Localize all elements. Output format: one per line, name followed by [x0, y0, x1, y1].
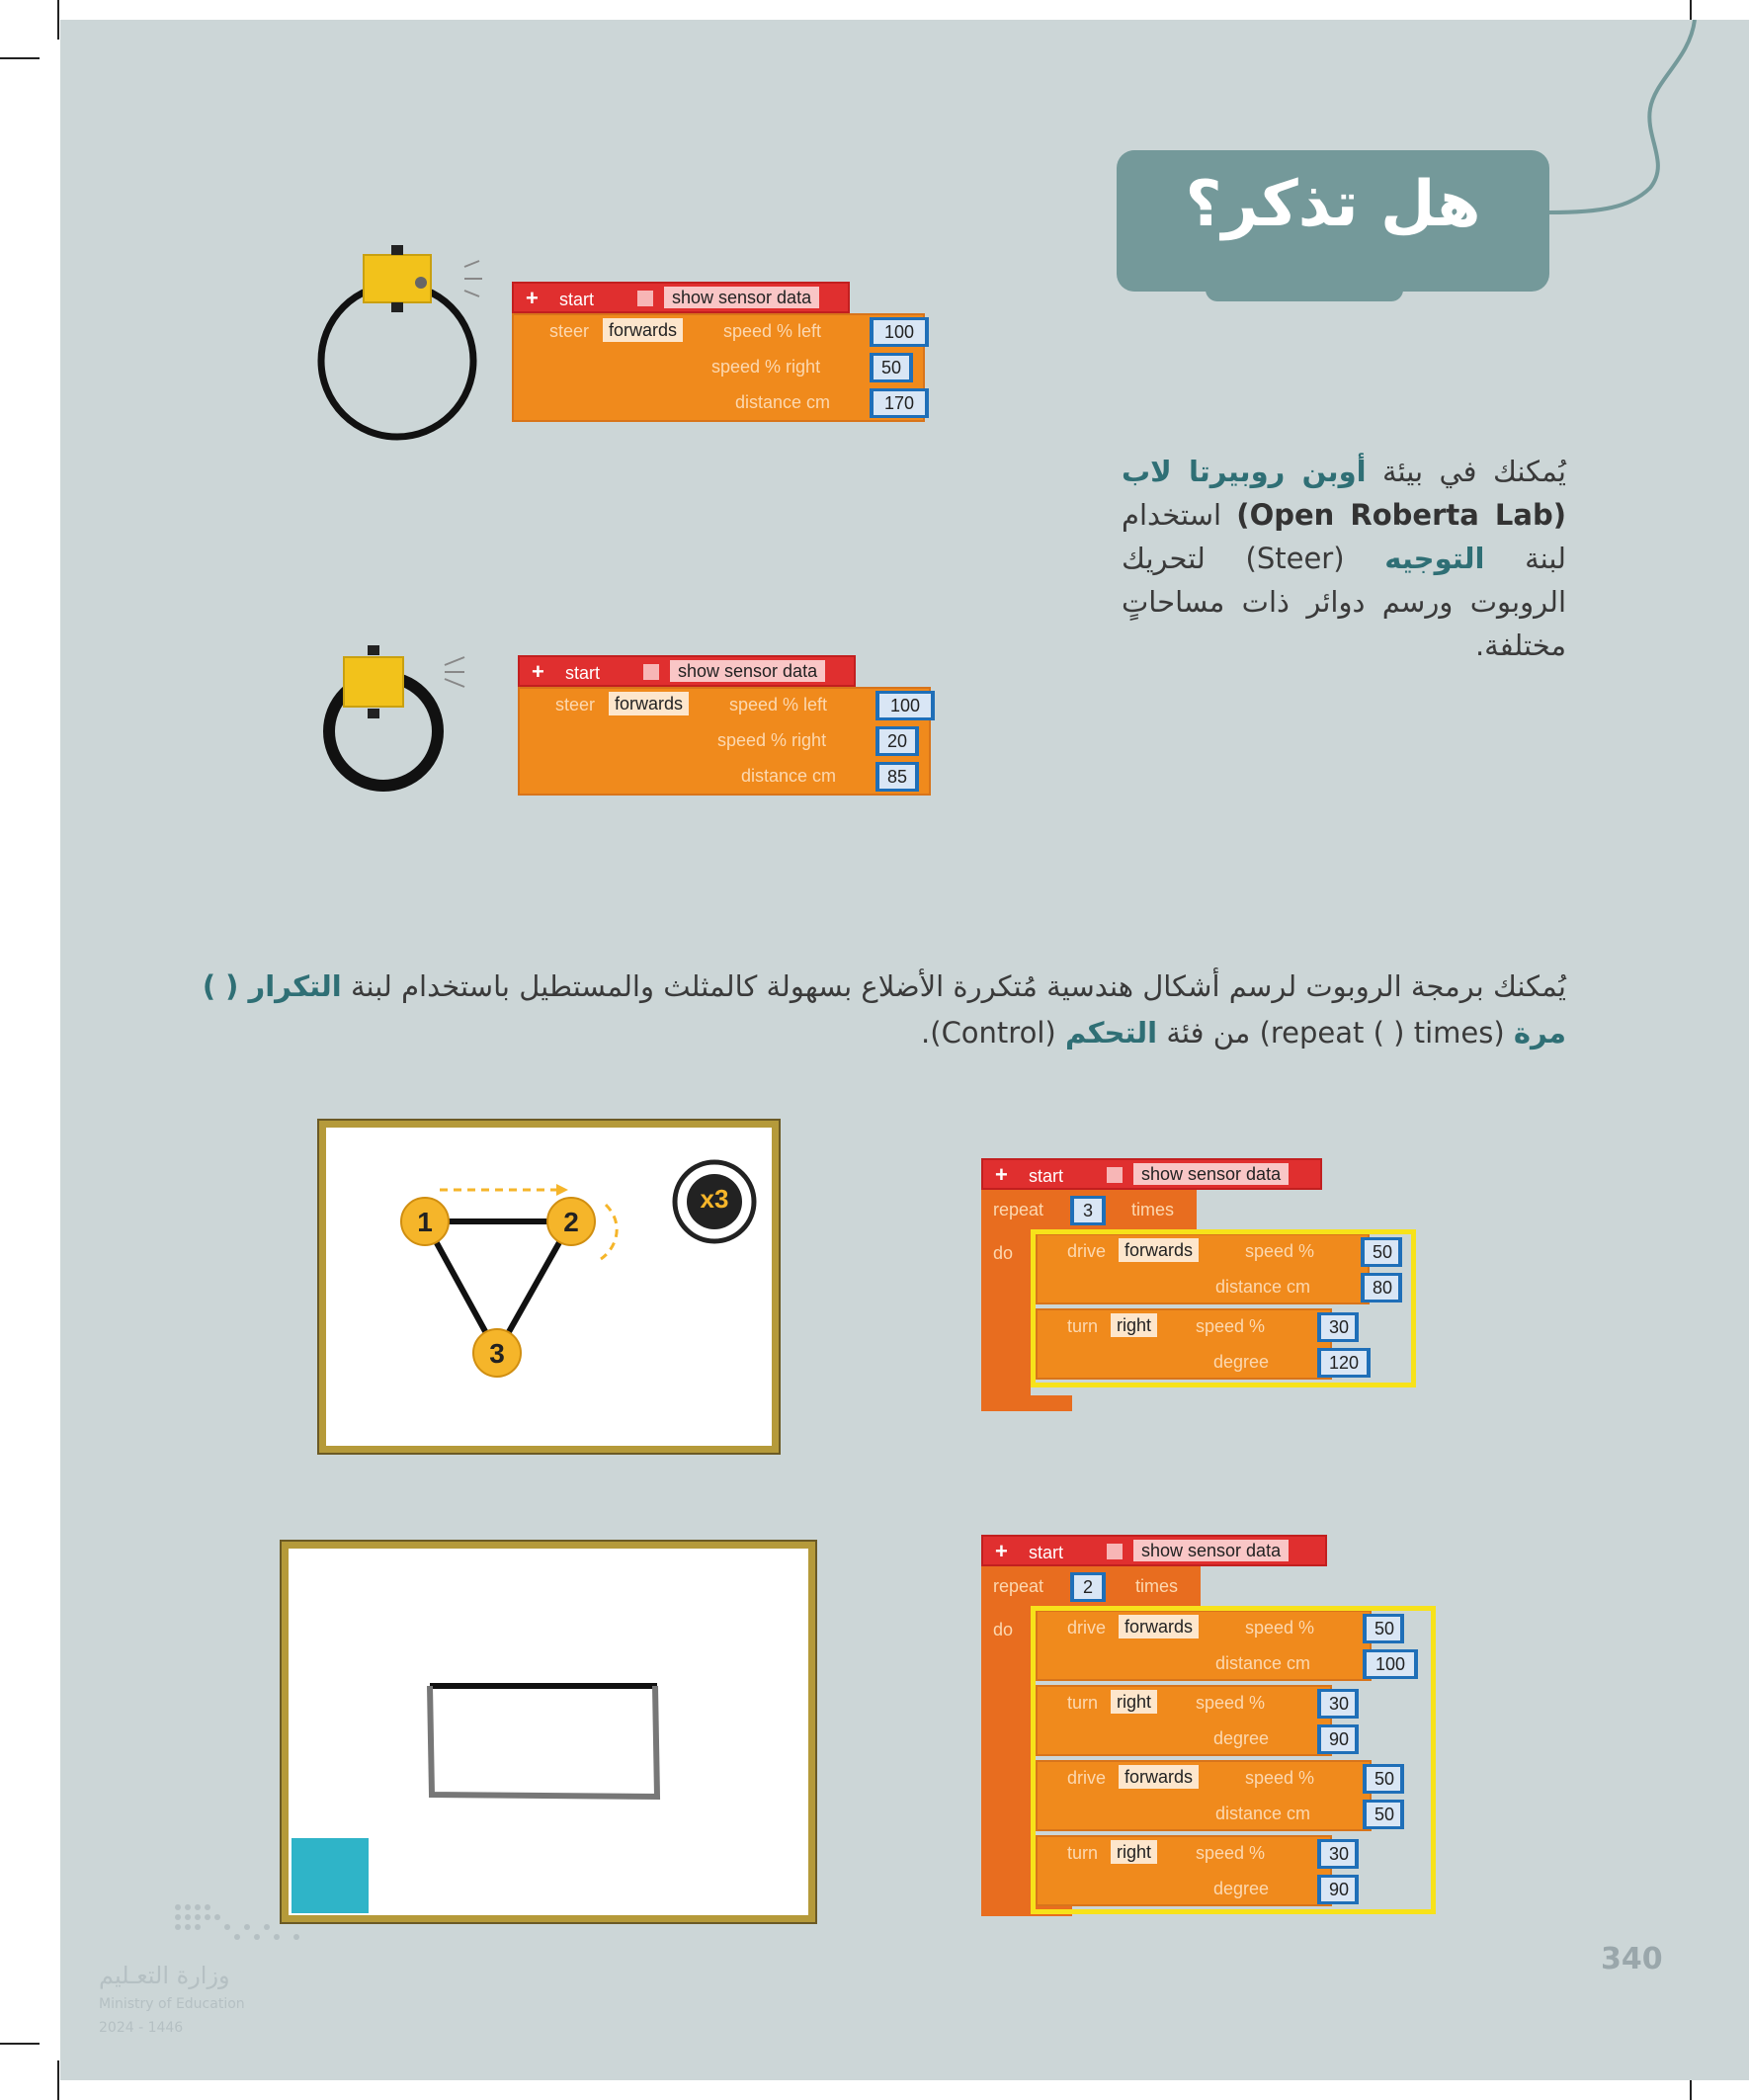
crop-mark: [0, 2043, 40, 2045]
number-value[interactable]: 100: [1367, 1652, 1414, 1676]
steer-block[interactable]: [518, 687, 931, 796]
text-span: استخدام لبنة: [1122, 498, 1567, 575]
number-value[interactable]: 3: [1074, 1199, 1102, 1222]
steer-label: steer: [555, 695, 596, 714]
repeat-count-input[interactable]: [1070, 1572, 1106, 1602]
start-label: start: [565, 663, 601, 683]
robot-circle-large: [306, 237, 504, 455]
speed-right-label: speed % right: [717, 730, 827, 750]
rectangle-drawing: [282, 1542, 815, 1922]
speed-left-label: speed % left: [723, 321, 822, 341]
steer-program-1[interactable]: [512, 282, 937, 430]
direction-dropdown[interactable]: forwards: [1119, 1238, 1199, 1262]
drive-label: drive: [1067, 1241, 1107, 1261]
drive-label: drive: [1067, 1618, 1107, 1638]
speed-label: speed %: [1245, 1241, 1315, 1261]
sensor-checkbox[interactable]: [643, 664, 659, 680]
triangle-program[interactable]: [981, 1158, 1426, 1415]
number-value[interactable]: 50: [1367, 1767, 1400, 1791]
repeat-label: repeat: [993, 1576, 1044, 1596]
number-value[interactable]: 85: [879, 765, 915, 789]
repeat-count-input[interactable]: [1070, 1196, 1106, 1225]
text-span: يُمكنك في بيئة: [1381, 455, 1566, 488]
show-sensor-label: show sensor data: [1133, 1540, 1289, 1561]
term-repeat: التكرار ( ) مرة: [202, 969, 1566, 1050]
repeat-block-foot: [981, 1395, 1072, 1411]
direction-dropdown[interactable]: forwards: [1119, 1765, 1199, 1789]
term-english: (Open Roberta Lab): [1236, 498, 1566, 532]
number-value[interactable]: 50: [874, 356, 909, 379]
point-1-label: 1: [417, 1207, 433, 1237]
term-english: (repeat ( ) times): [1259, 1016, 1505, 1050]
number-value[interactable]: 20: [879, 729, 915, 753]
start-block[interactable]: [981, 1158, 1322, 1190]
plus-icon[interactable]: +: [995, 1539, 1008, 1563]
term-english: (Steer): [1245, 542, 1345, 575]
speed-label: speed %: [1196, 1693, 1266, 1713]
number-value[interactable]: 100: [874, 320, 925, 344]
speed-right-input[interactable]: [875, 726, 919, 756]
term-control: التحكم: [1064, 1016, 1158, 1050]
turn-direction-dropdown[interactable]: right: [1111, 1313, 1157, 1337]
turn-label: turn: [1067, 1316, 1099, 1336]
sensor-checkbox[interactable]: [1107, 1544, 1123, 1559]
number-value[interactable]: 80: [1365, 1276, 1398, 1300]
direction-dropdown[interactable]: forwards: [609, 692, 689, 715]
loop-highlight: [1031, 1229, 1416, 1387]
number-value[interactable]: 120: [1321, 1351, 1367, 1375]
degree-label: degree: [1213, 1879, 1270, 1898]
sensor-checkbox[interactable]: [1107, 1167, 1123, 1183]
crop-mark: [57, 0, 59, 40]
number-value[interactable]: 50: [1367, 1803, 1400, 1826]
distance-label: distance cm: [1215, 1804, 1311, 1823]
turn-label: turn: [1067, 1843, 1099, 1863]
point-2-label: 2: [563, 1207, 579, 1237]
speed-label: speed %: [1196, 1843, 1266, 1863]
number-value[interactable]: 30: [1321, 1315, 1355, 1339]
speed-label: speed %: [1245, 1618, 1315, 1638]
times-label: times: [1135, 1576, 1179, 1596]
distance-label: distance cm: [735, 392, 831, 412]
start-label: start: [1029, 1543, 1064, 1562]
text-span: لتحريك الروبوت ورسم دوائر ذات مساحاتٍ مختلفة.: [1122, 542, 1566, 662]
degree-label: degree: [1213, 1728, 1270, 1748]
start-label: start: [559, 290, 595, 309]
title-string-decoration: [1541, 20, 1700, 237]
repeat-paragraph: [183, 964, 1566, 1056]
intro-paragraph: [1122, 450, 1566, 667]
point-3-label: 3: [489, 1338, 505, 1369]
drive-label: drive: [1067, 1768, 1107, 1788]
plus-icon[interactable]: +: [526, 286, 539, 310]
start-block[interactable]: [518, 655, 856, 687]
repeat-label: repeat: [993, 1200, 1044, 1219]
show-sensor-label: show sensor data: [664, 287, 819, 308]
number-value[interactable]: 100: [879, 694, 931, 717]
direction-dropdown[interactable]: forwards: [603, 318, 683, 342]
turn-label: turn: [1067, 1693, 1099, 1713]
speed-left-input[interactable]: [870, 317, 929, 347]
term-steer: التوجيه: [1384, 542, 1485, 575]
page-title: هل تذكر؟: [1185, 168, 1481, 241]
show-sensor-label: show sensor data: [670, 660, 825, 682]
speed-left-input[interactable]: [875, 691, 935, 720]
steer-program-2[interactable]: [518, 655, 943, 803]
start-block[interactable]: [512, 282, 850, 313]
distance-label: distance cm: [741, 766, 837, 786]
speed-label: speed %: [1245, 1768, 1315, 1788]
speed-left-label: speed % left: [729, 695, 828, 714]
robot-circle-small: [316, 637, 494, 805]
sensor-checkbox[interactable]: [637, 291, 653, 306]
speed-label: speed %: [1196, 1316, 1266, 1336]
ministry-logo-icon: [168, 1897, 316, 1957]
turn-direction-dropdown[interactable]: right: [1111, 1840, 1157, 1864]
text-span: يُمكنك برمجة الروبوت لرسم أشكال هندسية مُتكررة الأضلاع بسهولة كالمثلث والمستطيل باستخدام لبنة: [350, 969, 1566, 1003]
steer-label: steer: [549, 321, 590, 341]
crop-mark: [0, 57, 40, 59]
number-value[interactable]: 50: [1365, 1240, 1398, 1264]
term-open-roberta: أوبن روبيرتا لاب: [1122, 455, 1367, 488]
crop-mark: [57, 2060, 59, 2100]
turn-direction-dropdown[interactable]: right: [1111, 1690, 1157, 1714]
distance-label: distance cm: [1215, 1277, 1311, 1297]
degree-label: degree: [1213, 1352, 1270, 1372]
plus-icon[interactable]: +: [532, 659, 544, 684]
direction-dropdown[interactable]: forwards: [1119, 1615, 1199, 1638]
distance-input[interactable]: [875, 762, 919, 792]
rectangle-program[interactable]: [981, 1535, 1446, 1930]
distance-input[interactable]: [870, 388, 929, 418]
start-block[interactable]: [981, 1535, 1327, 1566]
speed-right-label: speed % right: [711, 357, 821, 377]
steer-block[interactable]: [512, 313, 925, 422]
text-span: من فئة: [1166, 1016, 1251, 1050]
number-value[interactable]: 90: [1321, 1727, 1355, 1751]
repeat-badge-icon: x3: [700, 1184, 729, 1214]
times-label: times: [1131, 1200, 1175, 1219]
page-number: 340: [1601, 1942, 1663, 1976]
start-label: start: [1029, 1166, 1064, 1186]
number-value[interactable]: 170: [874, 391, 925, 415]
loop-highlight: [1031, 1606, 1436, 1914]
show-sensor-label: show sensor data: [1133, 1163, 1289, 1185]
do-label: do: [993, 1243, 1014, 1263]
speed-right-input[interactable]: [870, 353, 913, 382]
ministry-name-ar: وزارة التعـليم: [99, 1962, 230, 1989]
repeat-block-side: [981, 1606, 1031, 1902]
number-value[interactable]: 90: [1321, 1878, 1355, 1901]
ministry-name-en: Ministry of Education: [99, 1996, 245, 2012]
triangle-drawing: [319, 1121, 779, 1453]
number-value[interactable]: 30: [1321, 1692, 1355, 1716]
plus-icon[interactable]: +: [995, 1162, 1008, 1187]
number-value[interactable]: 30: [1321, 1842, 1355, 1866]
term-english: (Control).: [921, 1016, 1056, 1050]
number-value[interactable]: 2: [1074, 1575, 1102, 1599]
edition-year: 2024 - 1446: [99, 2020, 184, 2036]
do-label: do: [993, 1620, 1014, 1639]
number-value[interactable]: 50: [1367, 1617, 1400, 1640]
distance-label: distance cm: [1215, 1653, 1311, 1673]
